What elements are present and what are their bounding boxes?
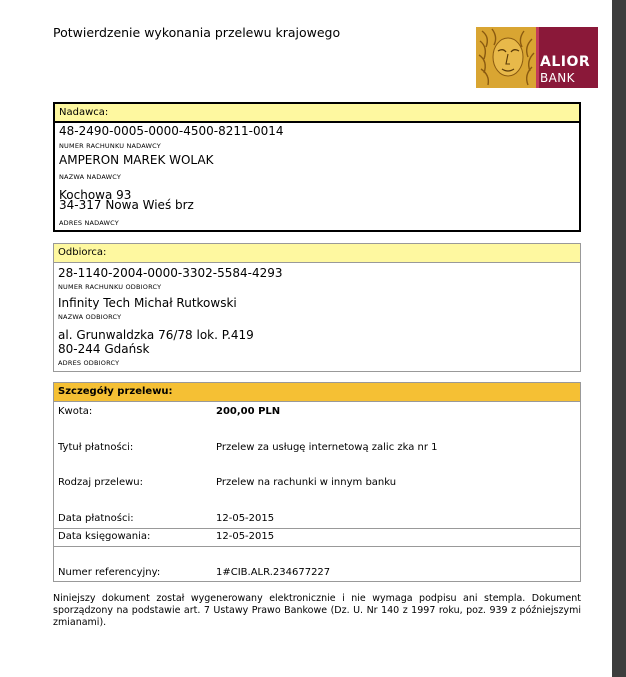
sender-address-line1: Kochowa 93 bbox=[59, 188, 132, 202]
amount-value: 200,00 PLN bbox=[216, 406, 281, 417]
transfer-type-value: Przelew na rachunki w innym banku bbox=[216, 477, 397, 488]
payment-date-value: 12-05-2015 bbox=[216, 513, 275, 524]
sender-name-label: NAZWA NADAWCY bbox=[59, 173, 122, 181]
payment-title-label: Tytuł płatności: bbox=[58, 442, 134, 453]
row-divider bbox=[54, 546, 580, 547]
reference-number-label: Numer referencyjny: bbox=[58, 567, 161, 578]
sender-header: Nadawca: bbox=[55, 104, 579, 123]
sender-name-value: AMPERON MAREK WOLAK bbox=[59, 153, 214, 167]
recipient-address-line1: al. Grunwaldzka 76/78 lok. P.419 bbox=[58, 328, 254, 342]
sender-account-value: 48-2490-0005-0000-4500-8211-0014 bbox=[59, 124, 284, 138]
details-header: Szczegóły przelewu: bbox=[54, 383, 580, 402]
logo-wordmark-bottom: BANK bbox=[540, 71, 575, 85]
sender-address-line2: 34-317 Nowa Wieś brz bbox=[59, 198, 194, 212]
sender-address-line2-clip bbox=[59, 198, 194, 212]
transfer-details-section bbox=[53, 382, 581, 582]
payment-date-label: Data płatności: bbox=[58, 513, 134, 524]
alior-bank-logo bbox=[476, 27, 598, 88]
sender-address-line1-clip bbox=[59, 188, 132, 202]
recipient-address-label: ADRES ODBIORCY bbox=[58, 359, 120, 367]
amount-label: Kwota: bbox=[58, 406, 93, 417]
recipient-name-label: NAZWA ODBIORCY bbox=[58, 313, 122, 321]
recipient-account-value: 28-1140-2004-0000-3302-5584-4293 bbox=[58, 266, 283, 280]
payment-title-value: Przelew za usługę internetową zalic zka nr 1 bbox=[216, 442, 438, 453]
vertical-scrollbar[interactable] bbox=[612, 0, 626, 677]
row-divider bbox=[54, 528, 580, 529]
recipient-section bbox=[53, 243, 581, 372]
logo-wordmark-top: ALIOR bbox=[540, 54, 591, 70]
legal-disclaimer: Niniejszy dokument został wygenerowany elektronicznie i nie wymaga podpisu ani stempla. Dokument sporządzony na podstawie art. 7 Ustawy Prawo Bankowe (Dz. U. Nr 140 z 1997 roku, poz. 939 z późniejszymi zmianami). bbox=[53, 593, 581, 628]
recipient-address-line2: 80-244 Gdańsk bbox=[58, 342, 150, 356]
sender-section bbox=[53, 102, 581, 232]
booking-date-value: 12-05-2015 bbox=[216, 531, 275, 542]
reference-number-value: 1#CIB.ALR.234677227 bbox=[216, 567, 331, 578]
transfer-type-label: Rodzaj przelewu: bbox=[58, 477, 143, 488]
recipient-name-value: Infinity Tech Michał Rutkowski bbox=[58, 296, 237, 310]
sender-account-label: NUMER RACHUNKU NADAWCY bbox=[59, 142, 161, 150]
sender-name-clip bbox=[59, 153, 214, 167]
recipient-header: Odbiorca: bbox=[54, 244, 580, 263]
booking-date-label: Data księgowania: bbox=[58, 531, 151, 542]
sender-address-label: ADRES NADAWCY bbox=[59, 219, 119, 227]
page-title: Potwierdzenie wykonania przelewu krajowego bbox=[53, 25, 341, 40]
sender-account-clip bbox=[59, 124, 283, 136]
recipient-account-label: NUMER RACHUNKU ODBIORCY bbox=[58, 283, 162, 291]
